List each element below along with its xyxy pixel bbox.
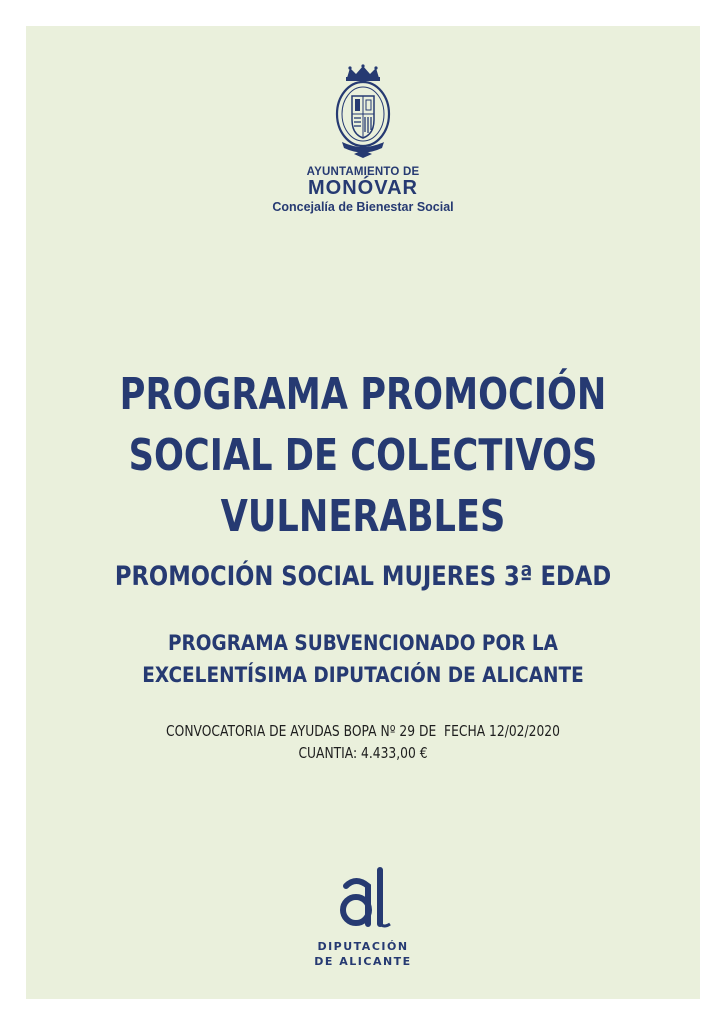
sponsor-line2: EXCELENTÍSIMA DIPUTACIÓN DE ALICANTE bbox=[142, 663, 584, 688]
sponsor-line1: PROGRAMA SUBVENCIONADO POR LA bbox=[168, 631, 558, 656]
program-title bbox=[93, 364, 632, 547]
diputacion-name bbox=[26, 939, 700, 969]
grant-call-line: CONVOCATORIA DE AYUDAS BOPA Nº 29 DE FECHA 12/02/2020 bbox=[166, 722, 560, 740]
program-subtitle: PROMOCIÓN SOCIAL MUJERES 3ª EDAD bbox=[114, 561, 612, 592]
diputacion-line2: DE ALICANTE bbox=[314, 955, 412, 968]
department-name: Concejalía de Bienestar Social bbox=[272, 200, 454, 214]
program-title-line2: SOCIAL DE COLECTIVOS bbox=[128, 430, 598, 481]
diputacion-al-logo-icon bbox=[334, 862, 394, 932]
coat-of-arms-icon bbox=[332, 64, 394, 160]
diputacion-line1: DIPUTACIÓN bbox=[317, 940, 409, 953]
program-title-line1: PROGRAMA PROMOCIÓN bbox=[119, 369, 607, 420]
municipality-label: AYUNTAMIENTO DE bbox=[306, 166, 420, 178]
poster bbox=[26, 26, 700, 999]
program-title-line3: VULNERABLES bbox=[220, 491, 506, 542]
grant-info bbox=[87, 720, 640, 764]
sponsor-note bbox=[73, 628, 653, 692]
municipality-name: MONÓVAR bbox=[308, 177, 418, 199]
grant-amount-line: CUANTIA: 4.433,00 € bbox=[298, 744, 428, 762]
